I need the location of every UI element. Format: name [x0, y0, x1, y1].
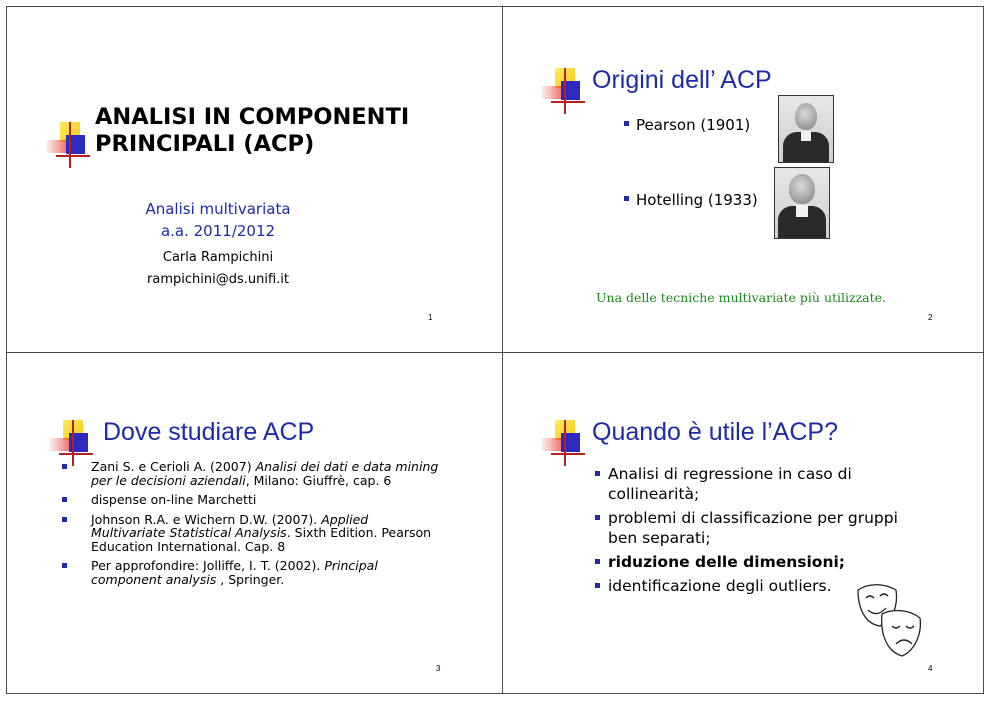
pearson-portrait-icon [778, 95, 834, 163]
list-item [595, 464, 905, 504]
slide-2-note: Una delle tecniche multivariate più utilizzate. [596, 290, 887, 305]
title-line-2: PRINCIPALI (ACP) [95, 131, 315, 157]
bullet-pearson [624, 116, 750, 134]
slide-decoration-icon [46, 122, 94, 170]
ref-details: . Sixth Edition. Pearson Education International. Cap. 8 [91, 525, 432, 554]
page-number: 3 [436, 664, 441, 673]
page-number: 1 [428, 313, 433, 322]
page-number: 4 [928, 664, 933, 673]
title-line-1: ANALISI IN COMPONENTI [95, 104, 410, 130]
bullet-text: Hotelling (1933) [636, 191, 758, 209]
list-item-text: problemi di classificazione per gruppi ben separati; [608, 509, 898, 547]
bullet-square-icon [595, 583, 600, 588]
ref-author: dispense on-line Marchetti [91, 492, 257, 507]
ref-details: , Springer. [216, 571, 285, 587]
list-item [595, 508, 905, 548]
slide-2-title: Origini dell’ ACP [592, 66, 772, 94]
author-info [118, 247, 318, 291]
ref-title: Principal component analysis [91, 558, 378, 587]
reference-item [62, 513, 442, 554]
bullet-hotelling [624, 191, 758, 209]
bullet-square-icon [62, 464, 67, 469]
horizontal-divider [7, 352, 983, 353]
author-name: Carla Rampichini [162, 250, 274, 265]
ref-author: Per approfondire: Jolliffe, I. T. (2002). [91, 558, 325, 573]
hotelling-portrait-icon [774, 167, 830, 239]
ref-details: , Milano: Giuffrè, cap. 6 [245, 472, 392, 488]
bullet-square-icon [624, 196, 629, 201]
list-item-text: Analisi di regressione in caso di collinearità; [608, 465, 852, 503]
theater-masks-icon [852, 580, 932, 662]
vertical-divider [502, 7, 503, 693]
bullet-square-icon [595, 515, 600, 520]
page-number: 2 [928, 313, 933, 322]
ref-author: Johnson R.A. e Wichern D.W. (2007). [91, 511, 322, 527]
bullet-square-icon [595, 471, 600, 476]
bullet-square-icon [62, 497, 67, 502]
ref-title: Analisi dei dati e data mining per le decisioni aziendali [91, 459, 439, 488]
bullet-text: Pearson (1901) [636, 116, 751, 134]
bullet-square-icon [62, 517, 67, 522]
slide-1-title [95, 104, 409, 158]
reference-item [62, 559, 442, 586]
slide-decoration-icon [541, 68, 589, 116]
bullet-square-icon [624, 121, 629, 126]
course-info [128, 198, 308, 242]
bullet-square-icon [595, 559, 600, 564]
ref-title: Applied Multivariate Statistical Analysis [91, 511, 369, 540]
author-email: rampichini@ds.unifi.it [147, 272, 289, 287]
reference-item [62, 460, 442, 487]
ref-author: Zani S. e Cerioli A. (2007) [91, 459, 256, 474]
reference-item [62, 493, 442, 507]
list-item [595, 552, 905, 572]
slide-3-title: Dove studiare ACP [103, 418, 315, 446]
course-name: Analisi multivariata [145, 200, 291, 218]
slide-4-title: Quando è utile l’ACP? [592, 418, 838, 446]
academic-year: a.a. 2011/2012 [160, 222, 276, 240]
slide-decoration-icon [541, 420, 589, 468]
list-item-text: identificazione degli outliers. [608, 577, 832, 595]
bullet-square-icon [62, 563, 67, 568]
list-item-text: riduzione delle dimensioni; [608, 553, 845, 571]
reference-list [62, 460, 442, 592]
